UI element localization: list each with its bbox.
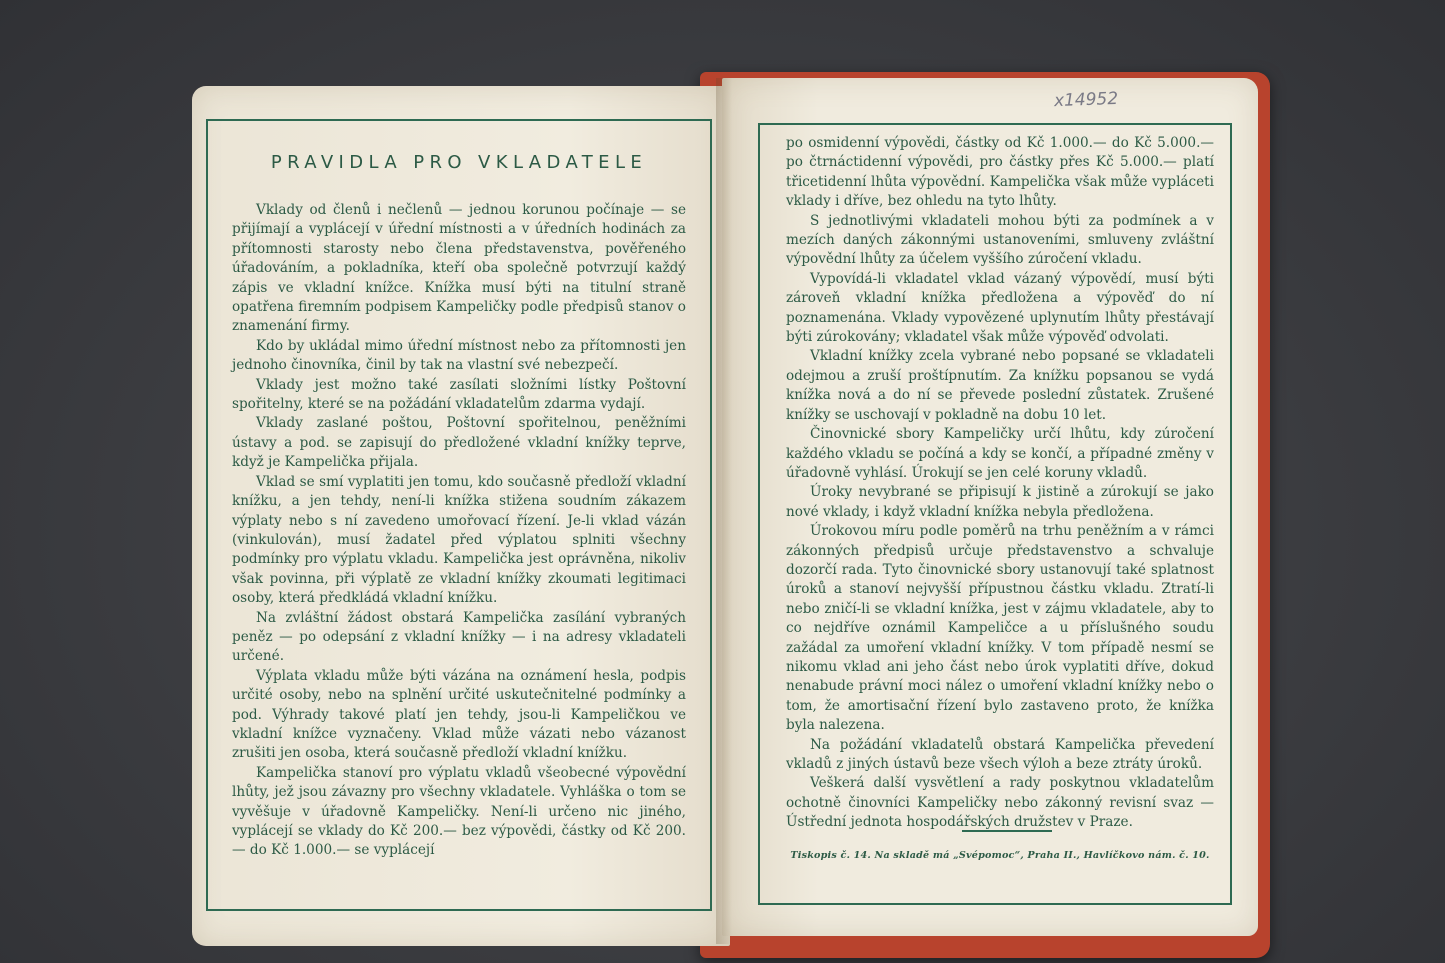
paragraph: Vklad se smí vyplatiti jen tomu, kdo současně předloží vkladní knížku, a jen tehdy, není-li knížka stižena soudním zákazem výplaty nebo s ní zavedeno umořovací řízení. Je-li vklad vázán (vinkulován), musí žadatel před výplatou splniti všechny podmínky pro výplatu vkladu. Kampelička jest oprávněna, nikoliv však povinna, při výplatě ze vkladní knížky zkoumati legitimaci osoby, která předkládá vkladní knížku.	[232, 473, 686, 607]
page-title: PRAVIDLA PRO VKLADATELE	[270, 152, 648, 173]
printer-imprint: Tiskopis č. 14. Na skladě má „Svépomoc“, Praha II., Havlíčkovo nám. č. 10.	[790, 850, 1210, 861]
handwritten-inventory-number: x14952	[1053, 88, 1119, 112]
right-page-text	[786, 134, 1214, 833]
paragraph: Na požádání vkladatelů obstará Kampelička převedení vkladů z jiných ústavů beze všech výloh a beze ztráty úroků.	[786, 736, 1214, 772]
paragraph: Vklady jest možno také zasílati složními lístky Poštovní spořitelny, které se na požádání vkladatelům zdarma vydají.	[232, 376, 686, 413]
paragraph: Úrokovou míru podle poměrů na trhu peněžním a v rámci zákonných předpisů určuje představenstvo a schvaluje dozorčí rada. Tyto činovnické sbory ustanovují také splatnost úroků a stanoví nejvyšší přípustnou částku vkladu. Ztratí-li nebo zničí-li se vkladní knížka, jest v zájmu vkladatele, aby to co nejdříve oznámil Kampeličce a u příslušného soudu zažádal za umoření vkladní knížky. V tom případě nesmí se nikomu vklad ani jeho část nebo úrok vyplatiti dříve, dokud nenabude právní moci nález o umoření vkladní knížky nebo o tom, že amortisační řízení bylo zastaveno proto, že knížka byla nalezena.	[786, 523, 1214, 734]
paragraph: Vklady od členů i nečlenů — jednou korunou počínaje — se přijímají a vyplácejí v úřední místnosti a v úředních hodinách za přítomnosti starosty nebo člena představenstva, pověřeného úřadováním, a pokladníka, kteří oba společně potvrzují každý zápis ve vkladní knížce. Knížka musí býti na titulní straně opatřena firemním podpisem Kampeličky podle předpisů stanov o znamenání firmy.	[232, 202, 686, 335]
paragraph: Vkladní knížky zcela vybrané nebo popsané se vkladateli odejmou a zruší proštípnutím. Za knížku popsanou se vydá knížka nová a do ní se převede poslední zůstatek. Zrušené knížky se uschovají v pokladně na dobu 10 let.	[786, 348, 1214, 423]
paragraph: S jednotlivými vkladateli mohou býti za podmínek a v mezích daných zákonnými ustanoveními, smluveny zvláštní výpovědní lhůty za účelem vyššího zúročení vkladu.	[786, 212, 1214, 268]
paragraph: Veškerá další vysvětlení a rady poskytnou vkladatelům ochotně činovníci Kampeličky nebo zákonný revisní svaz — Ústřední jednota hospodářských družstev v Praze.	[786, 775, 1214, 831]
paragraph: po osmidenní výpovědi, částky od Kč 1.000.— do Kč 5.000.— po čtrnáctidenní výpovědi, pro částky přes Kč 5.000.— platí třicetidenní lhůta výpovědní. Kampelička však může vypláceti vklady i dříve, bez ohledu na tyto lhůty.	[786, 135, 1214, 210]
right-page	[722, 78, 1258, 936]
left-page	[192, 86, 730, 946]
paragraph: Výplata vkladu může býti vázána na oznámení hesla, podpis určité osoby, nebo na splnění určité uskutečnitelné podmínky a pod. Výhrady takové platí jen tehdy, jsou-li Kampeličkou ve vkladní knížce vyznačeny. Vklad může vázati nebo vázanost zrušiti jen osoba, která současně předloží vkladní knížku.	[232, 667, 686, 762]
book-gutter-shadow	[716, 78, 732, 944]
paragraph: Vklady zaslané poštou, Poštovní spořitelnou, peněžními ústavy a pod. se zapisují do předložené vkladní knížky teprve, když je Kampelička přijala.	[232, 415, 686, 471]
divider-rule	[962, 830, 1052, 832]
paragraph: Na zvláštní žádost obstará Kampelička zasílání vybraných peněz — po odepsání z vkladní knížky — i na adresy vkladateli určené.	[232, 609, 686, 665]
paragraph: Kdo by ukládal mimo úřední místnost nebo za přítomnosti jen jednoho činovníka, činil by tak na vlastní své nebezpečí.	[232, 337, 686, 374]
paragraph: Kampelička stanoví pro výplatu vkladů všeobecné výpovědní lhůty, jež jsou závazny pro všechny vkladatele. Vyhláška o tom se vyvěšuje v úřadovně Kampeličky. Není-li určeno nic jiného, vyplácejí se vklady do Kč 200.— bez výpovědi, částky od Kč 200.— do Kč 1.000.— se vyplácejí	[232, 764, 686, 859]
left-page-text	[232, 201, 686, 861]
paragraph: Vypovídá-li vkladatel vklad vázaný výpovědí, musí býti zároveň vkladní knížka předložena a výpověď do ní poznamenána. Vklady vypovězené uplynutím lhůty přestávají býti zúrokovány; vkladatel však může výpověď odvolati.	[786, 270, 1214, 346]
paragraph: Úroky nevybrané se připisují k jistině a zúrokují se jako nové vklady, i když vkladní knížka nebyla předložena.	[786, 484, 1214, 520]
paragraph: Činovnické sbory Kampeličky určí lhůtu, kdy zúročení každého vkladu se počíná a kdy se končí, a případné změny v úřadovně vyhlásí. Úrokují se jen celé koruny vkladů.	[786, 426, 1214, 481]
